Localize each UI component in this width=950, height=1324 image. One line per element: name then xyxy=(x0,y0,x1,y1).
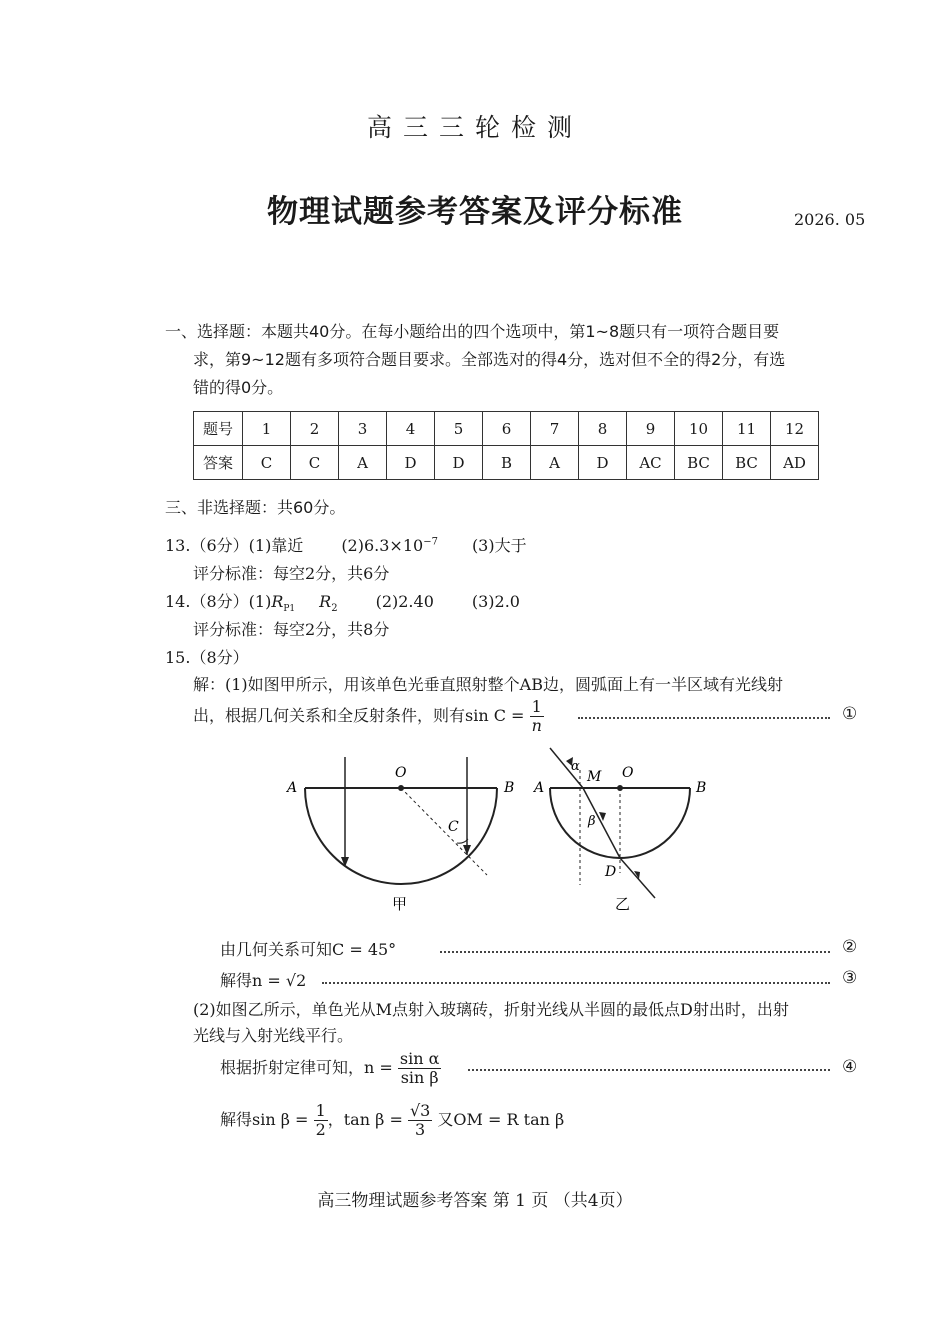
fraction-sin-ratio xyxy=(398,1050,442,1087)
label-beta: β xyxy=(588,814,596,829)
fraction-denominator: sin β xyxy=(400,1068,439,1087)
arrow-head xyxy=(341,857,349,867)
q15-part2-line1: (2)如图乙所示，单色光从M点射入玻璃砖，折射光线从半圆的最低点D射出时，出射 xyxy=(193,1000,789,1019)
fraction-root3-over-3 xyxy=(408,1102,432,1139)
table-cell: AC xyxy=(627,446,675,480)
q13-answer-2-exponent: −7 xyxy=(423,536,438,548)
q14-r2-sub: 2 xyxy=(331,603,338,615)
q14-answer-1-prefix: (1) xyxy=(248,592,272,611)
table-row-answers xyxy=(194,446,819,480)
label-c: C xyxy=(448,819,459,835)
q15-solution-line2-text: 出，根据几何关系和全反射条件，则有sin C = xyxy=(193,706,525,725)
q14-answer-2: (2)2.40 xyxy=(375,592,434,611)
q15-solution-line1: 解：(1)如图甲所示，用该单色光垂直照射整个AB边，圆弧面上有一半区域有光线射 xyxy=(193,675,783,694)
label-d: D xyxy=(605,864,617,880)
optics-figures xyxy=(270,745,720,920)
final-text-c: 又OM = R tan β xyxy=(437,1110,565,1129)
q15-refraction-law xyxy=(220,1050,441,1087)
table-cell: C xyxy=(243,446,291,480)
label-a: A xyxy=(287,780,298,796)
table-cell: 6 xyxy=(483,412,531,446)
dotted-leader xyxy=(322,982,830,984)
table-cell: 8 xyxy=(579,412,627,446)
final-text-a: 解得sin β = xyxy=(220,1110,309,1129)
q15-final-line xyxy=(220,1102,564,1139)
q13-answer-1: (1)靠近 xyxy=(248,536,304,555)
label-alpha: α xyxy=(571,759,580,774)
fraction-one-half xyxy=(314,1102,328,1139)
q14-r1-sub: P1 xyxy=(283,604,296,615)
q15-head: 15.（8分） xyxy=(165,648,249,667)
q15-geometry: 由几何关系可知C = 45° xyxy=(220,940,397,959)
equation-marker-3: ③ xyxy=(842,968,858,988)
table-label-number: 题号 xyxy=(194,412,243,446)
table-cell: C xyxy=(291,446,339,480)
q13-answer-2: (2)6.3×10 xyxy=(341,536,424,555)
equation-marker-1: ① xyxy=(842,704,858,724)
table-cell: 3 xyxy=(339,412,387,446)
table-cell: 4 xyxy=(387,412,435,446)
table-cell: 5 xyxy=(435,412,483,446)
label-o: O xyxy=(622,765,634,781)
q13-answer-3: (3)大于 xyxy=(471,536,527,555)
section1-line3: 错的得0分。 xyxy=(193,378,284,397)
q14-r1: R xyxy=(271,592,284,611)
page-footer: 高三物理试题参考答案 第 1 页 （共4页） xyxy=(317,1191,633,1211)
q13-head: 13.（6分） xyxy=(165,536,249,555)
q15-solution-line2 xyxy=(193,698,544,735)
normal-line xyxy=(401,788,487,875)
table-label-answer: 答案 xyxy=(194,446,243,480)
fraction-1-over-n xyxy=(530,698,544,735)
table-cell: A xyxy=(531,446,579,480)
table-cell: BC xyxy=(723,446,771,480)
q15-solve-n: 解得n = √2 xyxy=(220,971,307,990)
table-cell: 10 xyxy=(675,412,723,446)
semicircle-arc xyxy=(305,788,497,884)
table-cell: 2 xyxy=(291,412,339,446)
exam-header: 高三三轮检测 xyxy=(366,113,583,142)
dotted-leader xyxy=(578,717,830,719)
caption-jia: 甲 xyxy=(392,895,408,913)
arrow-head xyxy=(463,845,471,855)
q13-score: 评分标准：每空2分，共6分 xyxy=(193,564,390,583)
table-cell: D xyxy=(579,446,627,480)
q14-r2: R xyxy=(319,592,332,611)
equation-marker-2: ② xyxy=(842,937,858,957)
fraction-numerator: √3 xyxy=(409,1101,431,1120)
fraction-numerator: 1 xyxy=(315,1101,326,1120)
figure-yi xyxy=(532,748,706,913)
dotted-leader xyxy=(440,951,830,953)
fraction-numerator: sin α xyxy=(399,1049,440,1068)
section1-line2: 求，第9~12题有多项符合题目要求。全部选对的得4分，选对但不全的得2分，有选 xyxy=(193,350,786,369)
answer-table xyxy=(193,411,819,480)
q13-line xyxy=(165,533,527,556)
table-cell: 9 xyxy=(627,412,675,446)
table-cell: D xyxy=(387,446,435,480)
fraction-numerator: 1 xyxy=(530,698,544,717)
q14-answer-3: (3)2.0 xyxy=(471,592,520,611)
table-cell: A xyxy=(339,446,387,480)
q15-part2-line2: 光线与入射光线平行。 xyxy=(193,1026,354,1045)
table-cell: AD xyxy=(771,446,819,480)
exit-ray xyxy=(620,858,655,898)
final-text-b: ，tan β = xyxy=(327,1110,403,1129)
fraction-denominator: n xyxy=(531,716,542,735)
fraction-denominator: 2 xyxy=(315,1120,326,1139)
q14-score: 评分标准：每空2分，共8分 xyxy=(193,620,390,639)
table-cell: 11 xyxy=(723,412,771,446)
caption-yi: 乙 xyxy=(615,895,631,913)
table-row-numbers xyxy=(194,412,819,446)
section3-heading: 三、非选择题：共60分。 xyxy=(165,498,346,517)
label-a: A xyxy=(534,780,545,796)
page-title: 物理试题参考答案及评分标准 xyxy=(267,194,683,230)
refraction-text: 根据折射定律可知，n = xyxy=(220,1058,393,1077)
equation-marker-4: ④ xyxy=(842,1057,858,1077)
label-b: B xyxy=(504,780,515,796)
table-cell: D xyxy=(435,446,483,480)
fraction-denominator: 3 xyxy=(415,1120,426,1139)
center-point xyxy=(398,785,404,791)
q14-line xyxy=(165,589,520,614)
section1-line1: 一、选择题：本题共40分。在每小题给出的四个选项中，第1~8题只有一项符合题目要 xyxy=(165,322,780,341)
semicircle-arc xyxy=(550,788,690,858)
label-o: O xyxy=(395,765,407,781)
table-cell: 1 xyxy=(243,412,291,446)
table-cell: 7 xyxy=(531,412,579,446)
figure-jia xyxy=(285,757,514,913)
date: 2026. 05 xyxy=(794,210,866,229)
q14-head: 14.（8分） xyxy=(165,592,249,611)
table-cell: B xyxy=(483,446,531,480)
table-cell: BC xyxy=(675,446,723,480)
label-m: M xyxy=(587,769,602,785)
dotted-leader xyxy=(468,1069,830,1071)
table-cell: 12 xyxy=(771,412,819,446)
label-b: B xyxy=(696,780,707,796)
center-point xyxy=(617,785,623,791)
